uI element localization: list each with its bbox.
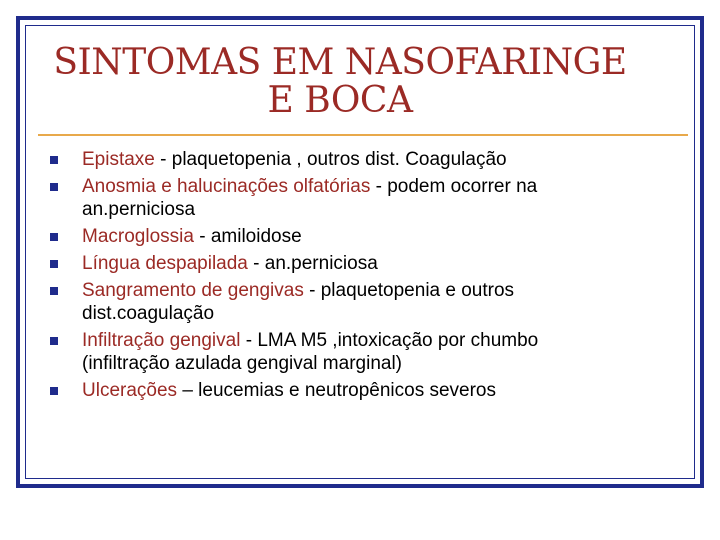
- symptom-term: Sangramento de gengivas: [82, 280, 304, 301]
- symptom-term: Anosmia e halucinações olfatórias: [82, 176, 371, 197]
- square-bullet-icon: [50, 233, 58, 241]
- slide-title: [50, 44, 630, 120]
- symptom-term: Macroglossia: [82, 226, 194, 247]
- square-bullet-icon: [50, 337, 58, 345]
- square-bullet-icon: [50, 387, 58, 395]
- symptom-term: Ulcerações: [82, 380, 178, 401]
- list-item: [50, 329, 620, 375]
- list-item: [50, 379, 620, 402]
- symptom-detail: - plaquetopenia e outros dist.coagulação: [82, 280, 515, 324]
- symptom-list: [50, 148, 620, 406]
- square-bullet-icon: [50, 183, 58, 191]
- title-divider: [38, 134, 688, 136]
- symptom-term: Epistaxe: [82, 149, 155, 170]
- square-bullet-icon: [50, 287, 58, 295]
- slide-title-line2: E BOCA: [267, 80, 413, 121]
- symptom-detail: - amiloidose: [193, 226, 302, 247]
- symptom-detail: – leucemias e neutropênicos severos: [177, 380, 497, 401]
- list-item: [50, 148, 620, 171]
- square-bullet-icon: [50, 156, 58, 164]
- list-item: [50, 225, 620, 248]
- symptom-detail: - podem ocorrer na an.perniciosa: [82, 176, 538, 220]
- symptom-term: Infiltração gengival: [82, 330, 241, 351]
- list-item: [50, 279, 620, 325]
- symptom-detail: - LMA M5 ,intoxicação por chumbo (infiltração azulada gengival marginal): [82, 330, 539, 374]
- list-item: [50, 175, 620, 221]
- slide-frame: [16, 16, 704, 488]
- symptom-term: Língua despapilada: [82, 253, 248, 274]
- symptom-detail: - plaquetopenia , outros dist. Coagulação: [154, 149, 507, 170]
- slide-title-line1: SINTOMAS EM NASOFARINGE: [53, 42, 627, 83]
- square-bullet-icon: [50, 260, 58, 268]
- symptom-detail: - an.perniciosa: [247, 253, 378, 274]
- list-item: [50, 252, 620, 275]
